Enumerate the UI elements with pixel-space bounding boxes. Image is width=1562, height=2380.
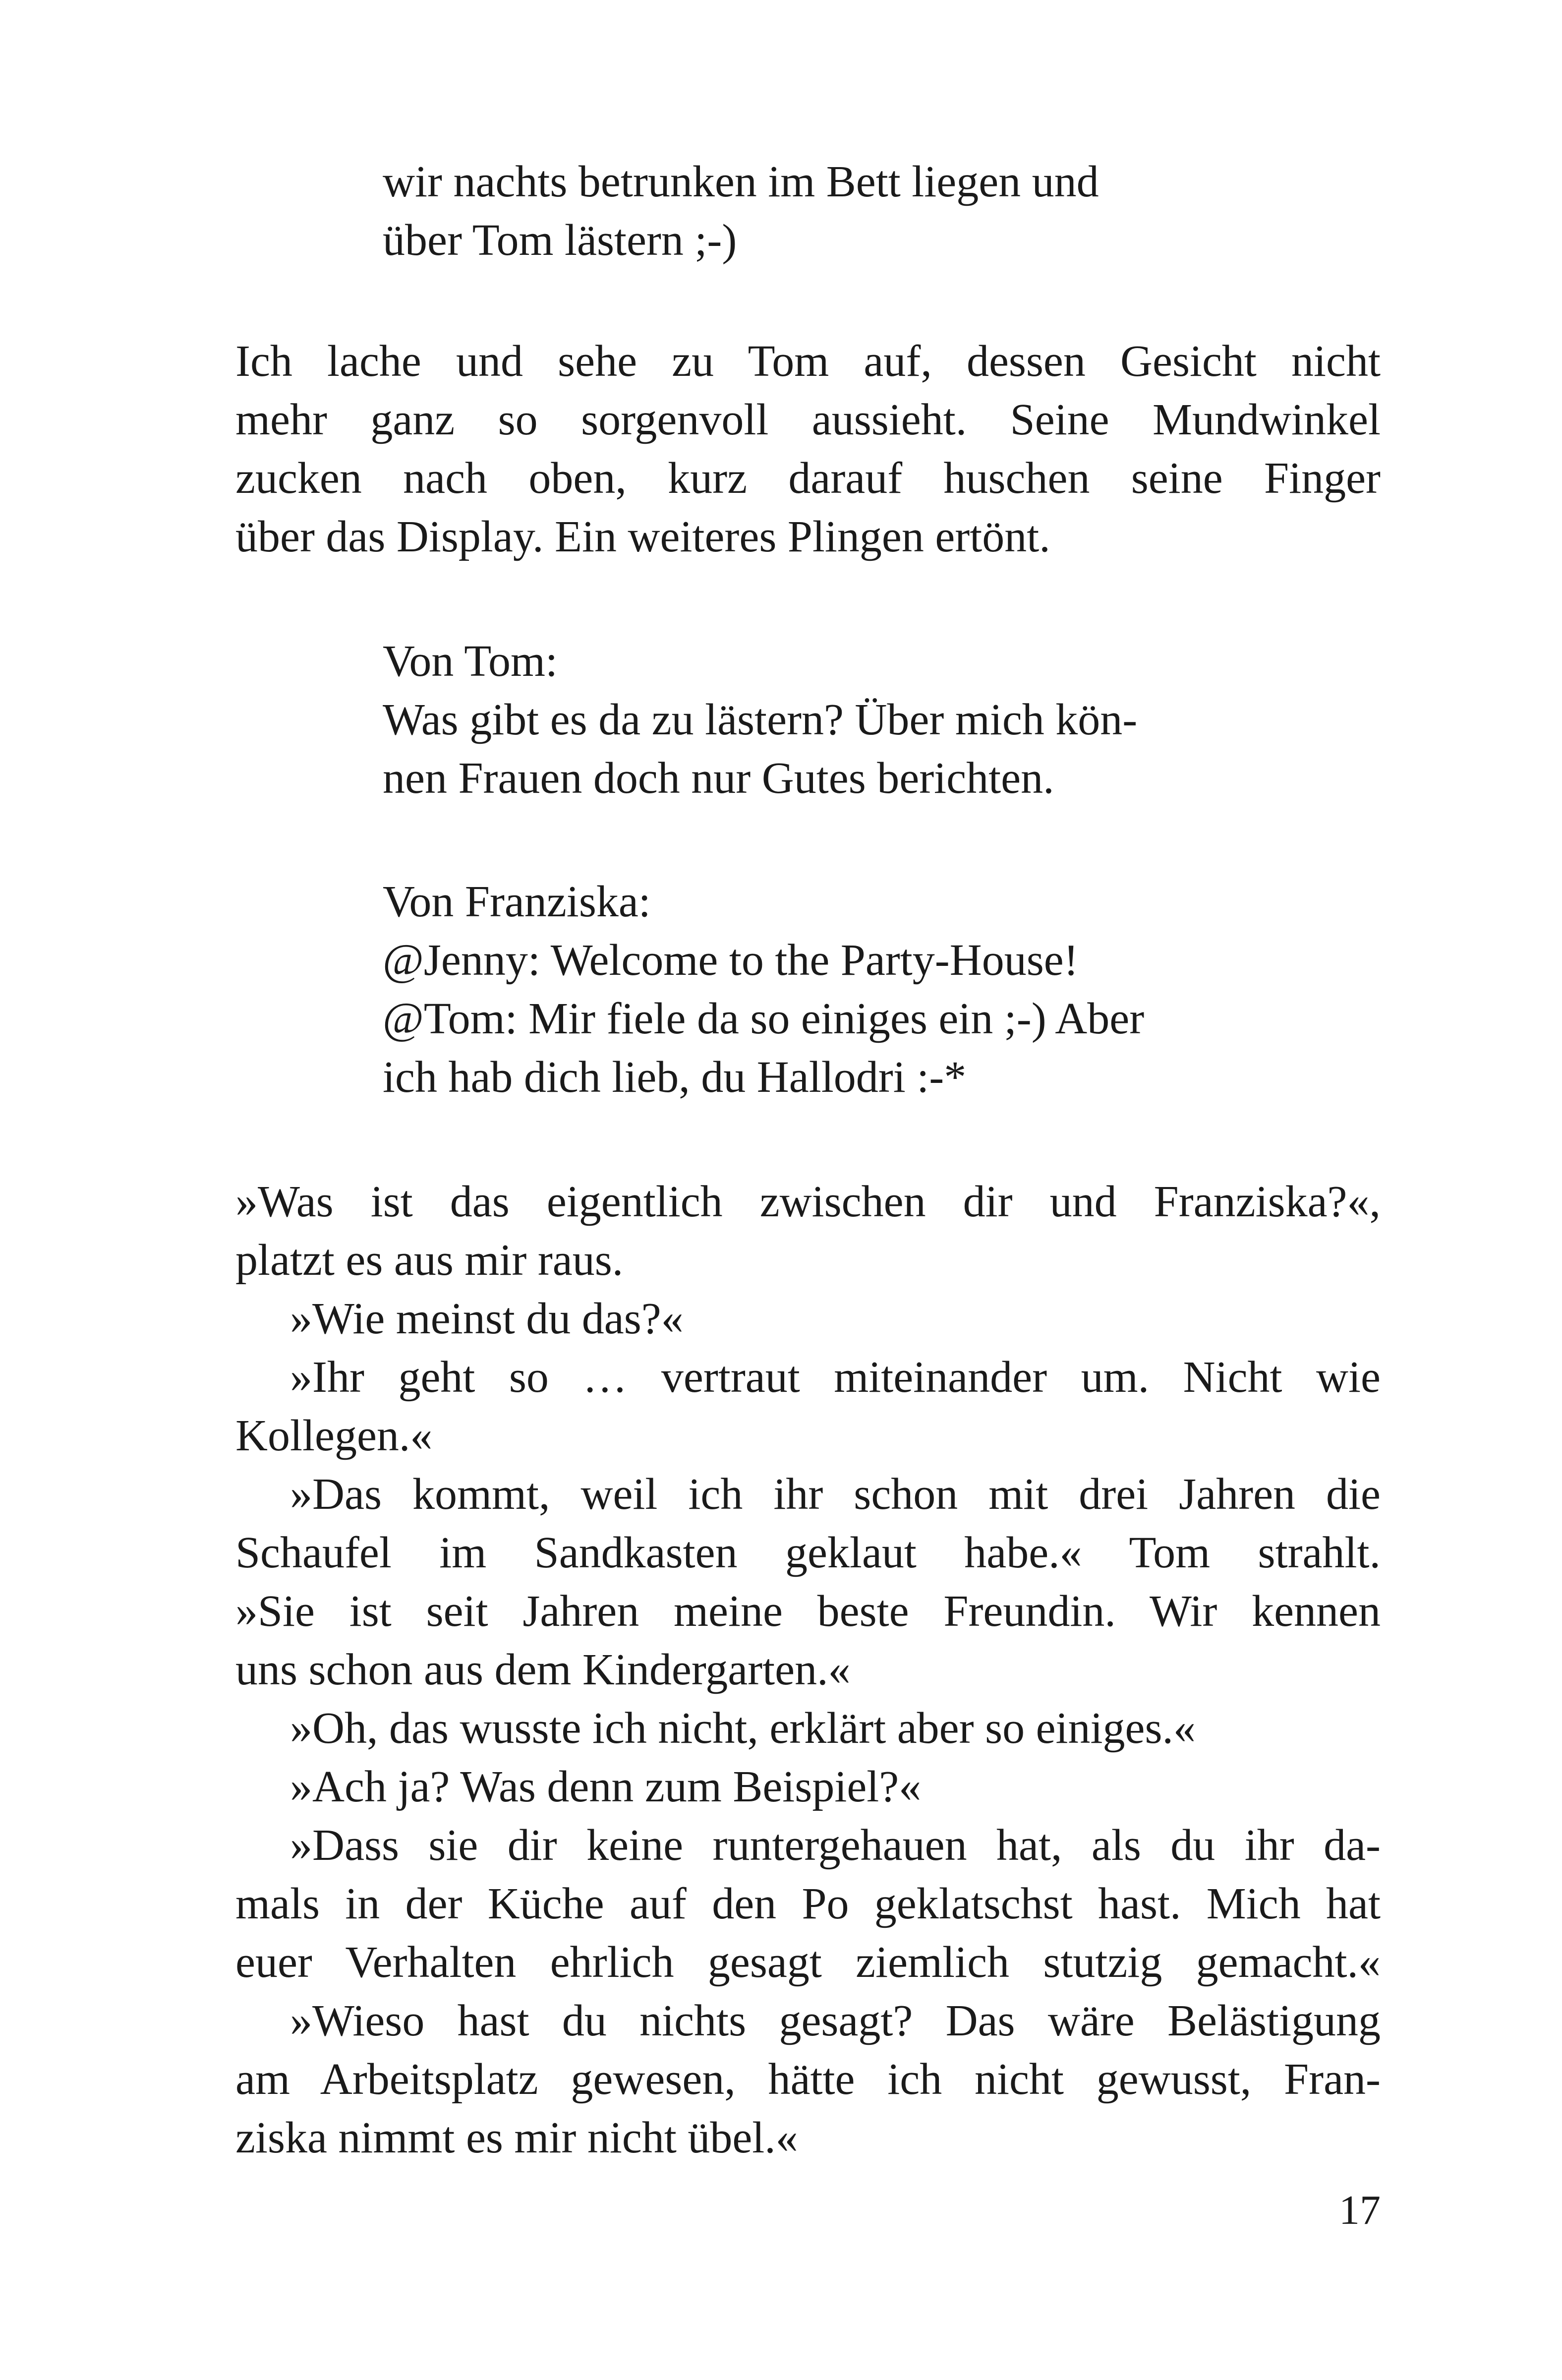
text-line: nen Frauen doch nur Gutes berichten. [383, 754, 1054, 803]
text-line: ich hab dich lieb, du Hallodri :-* [383, 1053, 967, 1102]
text-line: wir nachts betrunken im Bett liegen und [383, 157, 1099, 206]
text-line: »Sie ist seit Jahren meine beste Freundin. Wir kennen [235, 1587, 1381, 1636]
text-line: mehr ganz so sorgenvoll aussieht. Seine Mundwinkel [235, 395, 1381, 444]
message-from-tom [383, 632, 1270, 808]
text-line: »Wieso hast du nichts gesagt? Das wäre Belästigung [290, 1996, 1381, 2045]
text-line: »Ihr geht so … vertraut miteinander um. Nicht wie [290, 1353, 1381, 1402]
text-line: ziska nimmt es mir nicht übel.« [235, 2113, 798, 2162]
message-from-franziska [383, 873, 1270, 1107]
text-line: »Ach ja? Was denn zum Beispiel?« [290, 1762, 922, 1811]
text-line: Kollegen.« [235, 1411, 433, 1460]
text-line: Ich lache und sehe zu Tom auf, dessen Gesicht nicht [235, 337, 1381, 386]
text-line: euer Verhalten ehrlich gesagt ziemlich stutzig gemacht.« [235, 1938, 1381, 1987]
text-line: »Was ist das eigentlich zwischen dir und Franziska?«, [235, 1177, 1381, 1226]
text-line: »Wie meinst du das?« [290, 1294, 684, 1343]
text-line: Was gibt es da zu lästern? Über mich kön- [383, 695, 1138, 744]
text-line: »Das kommt, weil ich ihr schon mit drei Jahren die [290, 1470, 1381, 1519]
message-continuation [383, 153, 1270, 270]
text-line: über Tom lästern ;-) [383, 216, 737, 265]
text-line: platzt es aus mir raus. [235, 1236, 624, 1285]
message-sender: Von Franziska: [383, 877, 651, 926]
narration-paragraph [235, 332, 1381, 566]
page-number: 17 [1339, 2187, 1381, 2233]
text-line: uns schon aus dem Kindergarten.« [235, 1645, 851, 1694]
text-line: @Tom: Mir fiele da so einiges ein ;-) Aber [383, 994, 1145, 1043]
text-line: mals in der Küche auf den Po geklatschst hast. Mich hat [235, 1879, 1381, 1928]
dialogue-section [235, 1173, 1381, 2167]
text-line: Schaufel im Sandkasten geklaut habe.« Tom strahlt. [235, 1528, 1381, 1577]
text-line: »Dass sie dir keine runtergehauen hat, als du ihr da- [290, 1821, 1381, 1870]
text-line: zucken nach oben, kurz darauf huschen seine Finger [235, 454, 1381, 503]
text-line: am Arbeitsplatz gewesen, hätte ich nicht gewusst, Fran- [235, 2055, 1381, 2104]
text-line: @Jenny: Welcome to the Party-House! [383, 936, 1079, 985]
text-line: über das Display. Ein weiteres Plingen ertönt. [235, 512, 1050, 561]
message-sender: Von Tom: [383, 637, 558, 686]
text-line: »Oh, das wusste ich nicht, erklärt aber so einiges.« [290, 1704, 1196, 1753]
